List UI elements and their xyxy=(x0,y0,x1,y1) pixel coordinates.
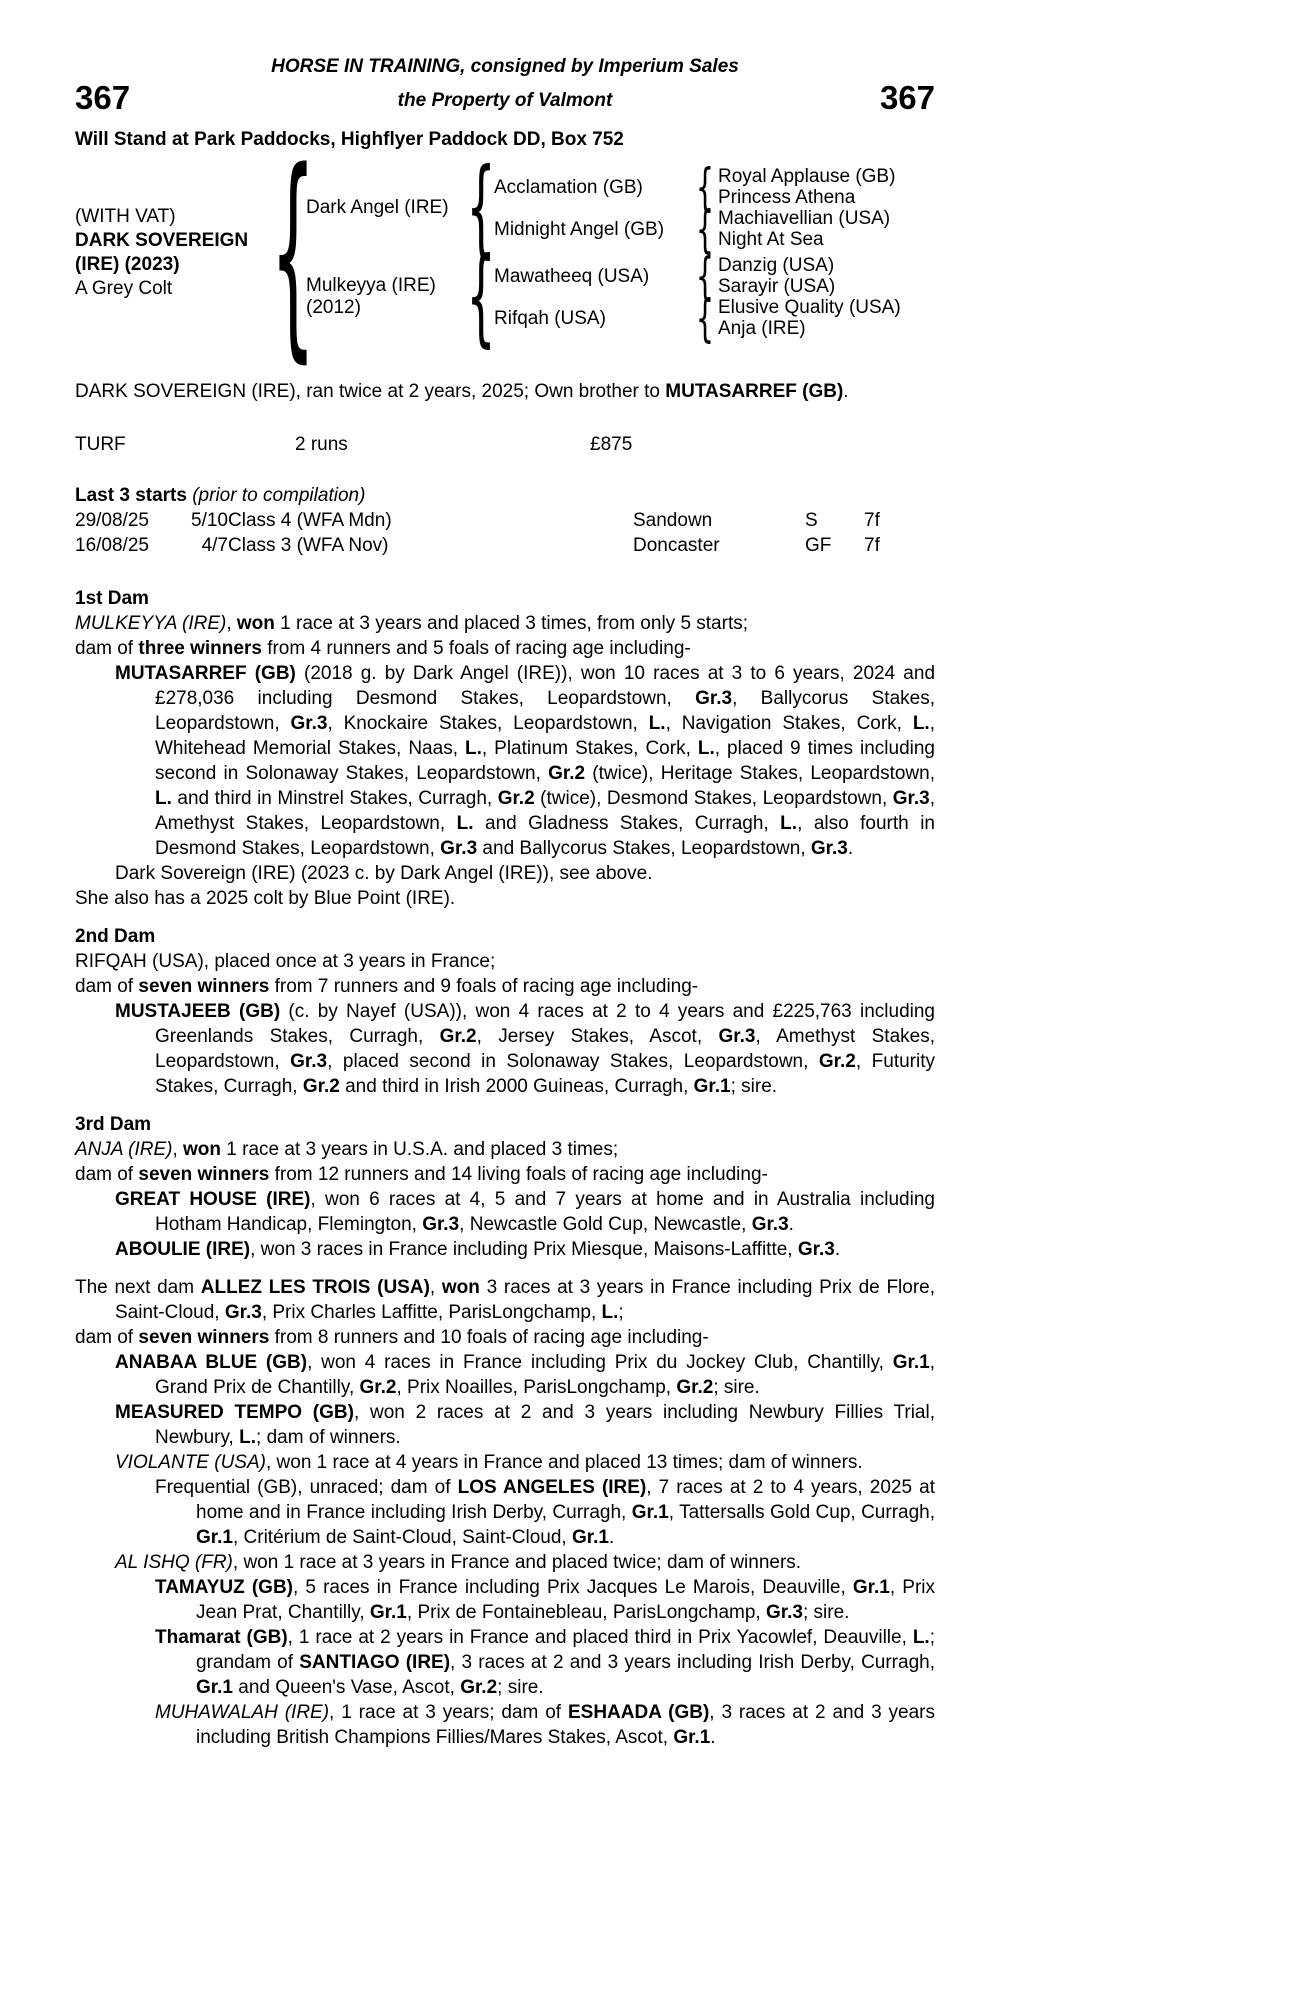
dam-section-heading: 3rd Dam xyxy=(75,1114,152,1135)
last-start-going: S xyxy=(805,510,818,531)
text-segment: three winners xyxy=(138,638,262,659)
text-segment: , won 1 race at 4 years in France and placed 13 times; dam of winners. xyxy=(265,1452,863,1473)
pedigree-paragraph xyxy=(75,611,935,636)
text-segment: ABOULIE (IRE) xyxy=(115,1239,251,1260)
text-segment: from 4 runners and 5 foals of racing age including- xyxy=(261,638,691,659)
pedigree-brace-sire-dam: { xyxy=(695,199,715,259)
pedigree-paragraph xyxy=(75,1350,935,1400)
text-segment: L. xyxy=(155,788,172,809)
text-segment: from 7 runners and 9 foals of racing age including- xyxy=(269,976,699,997)
lot-row xyxy=(75,81,935,115)
text-segment: and Queen's Vase, Ascot, xyxy=(232,1677,461,1698)
text-segment: ; sire. xyxy=(730,1076,778,1097)
text-segment: , Prix Jean Prat, Chantilly, xyxy=(196,1577,935,1623)
last-start-pos: 5/10 xyxy=(191,510,228,531)
text-segment: L. xyxy=(697,738,715,759)
text-segment: won xyxy=(183,1139,222,1160)
last-start-dist: 7f xyxy=(864,510,880,531)
text-segment: MEASURED TEMPO (GB) xyxy=(115,1402,354,1423)
pedigree-paragraph xyxy=(75,949,935,974)
text-segment: LOS ANGELES (IRE) xyxy=(457,1477,647,1498)
text-segment: , 3 races at 2 and 3 years including Irish Derby, Curragh, xyxy=(450,1652,935,1673)
text-segment: , xyxy=(172,1139,184,1160)
text-segment: , 5 races in France including Prix Jacques Le Marois, Deauville, xyxy=(293,1577,853,1598)
sire-name: Dark Angel (IRE) xyxy=(306,197,449,218)
text-segment: Gr.1 xyxy=(892,1352,930,1373)
text-segment: dam of xyxy=(75,976,139,997)
text-segment: ; dam of winners. xyxy=(256,1427,401,1448)
text-segment: , Whitehead Memorial Stakes, Naas, xyxy=(155,713,935,759)
pedigree-paragraph xyxy=(75,636,935,661)
last-start-cls: Class 3 (WFA Nov) xyxy=(228,535,389,556)
pedigree-paragraph xyxy=(75,1450,935,1475)
text-segment: (twice), Heritage Stakes, Leopardstown, xyxy=(585,763,935,784)
text-segment: , won 4 races in France including Prix du Jockey Club, Chantilly, xyxy=(307,1352,893,1373)
race-summary xyxy=(75,379,935,404)
text-segment: Gr.1 xyxy=(673,1727,711,1748)
text-segment: She also has a 2025 colt by Blue Point (IRE). xyxy=(75,888,456,909)
text-segment: , Tattersalls Gold Cup, Curragh, xyxy=(668,1502,935,1523)
text-segment: . xyxy=(608,1527,615,1548)
text-segment: ; grandam of xyxy=(196,1627,935,1673)
sire-dam-sire-name: Machiavellian (USA) xyxy=(718,208,891,229)
text-segment: . xyxy=(843,381,849,402)
text-segment: Gr.3 xyxy=(766,1602,803,1623)
text-segment: SANTIAGO (IRE) xyxy=(299,1652,451,1673)
text-segment: , Knockaire Stakes, Leopardstown, xyxy=(327,713,649,734)
text-segment: Gr.3 xyxy=(797,1239,835,1260)
pedigree-brace-dam: { xyxy=(466,234,496,358)
stand-note: Will Stand at Park Paddocks, Highflyer Paddock DD, Box 752 xyxy=(75,129,624,150)
pedigree-paragraph xyxy=(75,1550,935,1575)
text-segment: , Ballycorus Stakes, Leopardstown, xyxy=(155,688,935,734)
text-segment: Gr.2 xyxy=(497,788,535,809)
sire-sire-parents xyxy=(718,166,895,208)
text-segment: seven winners xyxy=(138,1327,270,1348)
last-start-row xyxy=(75,508,935,533)
text-segment: 1 race at 3 years in U.S.A. and placed 3 times; xyxy=(221,1139,619,1160)
text-segment: Gr.2 xyxy=(818,1051,856,1072)
race-record xyxy=(75,432,935,457)
text-segment: DARK SOVEREIGN (IRE), ran twice at 2 years, 2025; Own brother to xyxy=(75,381,666,402)
section-spacer xyxy=(75,1099,935,1112)
last-starts-title-text: Last 3 starts xyxy=(75,485,187,506)
text-segment: MUTASARREF (GB) xyxy=(665,381,844,402)
text-segment: , Amethyst Stakes, Leopardstown, xyxy=(155,788,936,834)
text-segment: Gr.2 xyxy=(302,1076,340,1097)
text-segment: . xyxy=(710,1727,716,1748)
sire-sire-dam-name: Princess Athena xyxy=(718,187,856,208)
dam-name: Mulkeyya (IRE) xyxy=(306,275,436,296)
pedigree-paragraph xyxy=(75,886,935,911)
text-segment: Gr.3 xyxy=(290,1051,328,1072)
pedigree-paragraph xyxy=(75,1275,935,1325)
text-segment: Gr.3 xyxy=(290,713,328,734)
pedigree-paragraph xyxy=(75,1575,935,1625)
horse-name: DARK SOVEREIGN xyxy=(75,229,249,251)
text-segment: 3 races at 3 years in France including Prix de Flore, Saint-Cloud, xyxy=(115,1277,936,1323)
sire-sire-sire-name: Royal Applause (GB) xyxy=(718,166,896,187)
race-earnings: £875 xyxy=(590,434,633,455)
text-segment: Gr.3 xyxy=(440,838,478,859)
text-segment: won xyxy=(236,613,275,634)
text-segment: , Critérium de Saint-Cloud, Saint-Cloud, xyxy=(232,1527,572,1548)
text-segment: (c. by Nayef (USA)), won 4 races at 2 to 4 years and £225,763 including Greenlands Stakes, Curragh, xyxy=(155,1001,935,1047)
text-segment: ANJA (IRE) xyxy=(75,1139,173,1160)
text-segment: and third in Irish 2000 Guineas, Curragh, xyxy=(339,1076,694,1097)
text-segment: dam of xyxy=(75,638,139,659)
dam-year: (2012) xyxy=(306,297,361,318)
text-segment: MUSTAJEEB (GB) xyxy=(115,1001,281,1022)
text-segment: , Futurity Stakes, Curragh, xyxy=(155,1051,935,1097)
text-segment: MUHAWALAH (IRE) xyxy=(155,1702,330,1723)
text-segment: L. xyxy=(456,813,474,834)
text-segment: Gr.1 xyxy=(631,1502,669,1523)
dam-dam-dam-name: Anja (IRE) xyxy=(718,318,806,339)
text-segment: , 7 races at 2 to 4 years, 2025 at home and in France including Irish Derby, Curragh, xyxy=(196,1477,935,1523)
text-segment: and third in Minstrel Stakes, Curragh, xyxy=(171,788,498,809)
pedigree-paragraph xyxy=(75,1625,935,1700)
text-segment: L. xyxy=(912,713,930,734)
text-segment: , 1 race at 3 years; dam of xyxy=(329,1702,568,1723)
pedigree-paragraph xyxy=(75,1162,935,1187)
text-segment: L. xyxy=(464,738,482,759)
text-segment: ; sire. xyxy=(713,1377,760,1398)
text-segment: Thamarat (GB) xyxy=(155,1627,288,1648)
last-starts xyxy=(75,483,935,558)
text-segment: Gr.1 xyxy=(571,1527,609,1548)
text-segment: L. xyxy=(239,1427,257,1448)
last-start-row xyxy=(75,533,935,558)
text-segment: and Gladness Stakes, Curragh, xyxy=(473,813,781,834)
text-segment: , won 1 race at 3 years in France and placed twice; dam of winners. xyxy=(232,1552,802,1573)
dam-dam-name: Rifqah (USA) xyxy=(494,307,606,329)
text-segment: Gr.1 xyxy=(196,1677,233,1698)
text-segment: Gr.2 xyxy=(460,1677,498,1698)
text-segment: , Jersey Stakes, Ascot, xyxy=(476,1026,719,1047)
text-segment: , 3 races at 2 and 3 years including British Champions Fillies/Mares Stakes, Ascot, xyxy=(196,1702,935,1748)
section-spacer xyxy=(75,911,935,924)
pedigree-body xyxy=(75,586,935,1750)
pedigree-paragraph xyxy=(75,1325,935,1350)
dam-dam-parents xyxy=(718,297,901,339)
last-starts-rows xyxy=(75,508,935,558)
text-segment: MULKEYYA (IRE) xyxy=(75,613,227,634)
lot-number-right: 367 xyxy=(879,79,935,116)
text-segment: Gr.1 xyxy=(693,1076,731,1097)
text-segment: Gr.2 xyxy=(676,1377,714,1398)
sire-dam-parents xyxy=(718,208,890,250)
sire-parents-column xyxy=(494,157,896,259)
text-segment: and Ballycorus Stakes, Leopardstown, xyxy=(477,838,811,859)
text-segment: , xyxy=(226,613,237,634)
text-segment: . xyxy=(834,1239,841,1260)
text-segment: L. xyxy=(648,713,666,734)
text-segment: Gr.3 xyxy=(892,788,930,809)
text-segment: , 1 race at 2 years in France and placed third in Prix Yacowlef, Deauville, xyxy=(287,1627,913,1648)
text-segment: , placed second in Solonaway Stakes, Leopardstown, xyxy=(327,1051,819,1072)
sire-dam-name: Midnight Angel (GB) xyxy=(494,218,665,240)
consignment-line: HORSE IN TRAINING, consigned by Imperium Sales xyxy=(271,56,739,77)
text-segment: (twice), Desmond Stakes, Leopardstown, xyxy=(534,788,893,809)
pedigree-paragraph xyxy=(75,999,935,1099)
dam-name-block xyxy=(306,275,468,319)
text-segment: , Grand Prix de Chantilly, xyxy=(155,1352,935,1398)
text-segment: VIOLANTE (USA) xyxy=(115,1452,266,1473)
text-segment: Gr.3 xyxy=(718,1026,756,1047)
text-segment: , placed 9 times including second in Solonaway Stakes, Leopardstown, xyxy=(155,738,935,784)
last-start-date: 16/08/25 xyxy=(75,535,149,556)
text-segment: won xyxy=(441,1277,480,1298)
text-segment: , xyxy=(429,1277,442,1298)
text-segment: L. xyxy=(601,1302,619,1323)
text-segment: L. xyxy=(912,1627,930,1648)
text-segment: (2018 g. by Dark Angel (IRE)), won 10 races at 3 to 6 years, 2024 and £278,036 including Desmond Stakes, Leopardstown, xyxy=(155,663,936,709)
pedigree-brace-dam-dam: { xyxy=(695,288,715,348)
text-segment: ALLEZ LES TROIS (USA) xyxy=(200,1277,430,1298)
text-segment: , Prix de Fontainebleau, ParisLongchamp, xyxy=(406,1602,766,1623)
text-segment: dam of xyxy=(75,1327,139,1348)
last-start-going: GF xyxy=(805,535,832,556)
text-segment: seven winners xyxy=(138,976,270,997)
pedigree-brace-sire: { xyxy=(466,145,496,269)
pedigree-paragraph xyxy=(75,661,935,861)
text-segment: The next dam xyxy=(75,1277,201,1298)
text-segment: L. xyxy=(780,813,798,834)
text-segment: 1 race at 3 years and placed 3 times, from only 5 starts; xyxy=(274,613,749,634)
last-start-date: 29/08/25 xyxy=(75,510,149,531)
gen1-column xyxy=(306,145,901,358)
text-segment: AL ISHQ (FR) xyxy=(115,1552,233,1573)
dam-sire-parents xyxy=(718,255,835,297)
text-segment: , won 2 races at 2 and 3 years including Newbury Fillies Trial, Newbury, xyxy=(155,1402,935,1448)
dam-dam-sire-name: Elusive Quality (USA) xyxy=(718,297,901,318)
last-start-course: Sandown xyxy=(633,510,713,531)
sire-dam-dam-name: Night At Sea xyxy=(718,229,824,250)
pedigree-paragraph xyxy=(75,1400,935,1450)
text-segment: Gr.3 xyxy=(695,688,733,709)
text-segment: Gr.2 xyxy=(548,763,586,784)
text-segment: Gr.1 xyxy=(369,1602,407,1623)
text-segment: Gr.2 xyxy=(359,1377,397,1398)
pedigree-brace-gen1: { xyxy=(270,122,316,382)
text-segment: ; sire. xyxy=(802,1602,850,1623)
catalogue-page xyxy=(75,0,935,1750)
text-segment: Frequential (GB), unraced; dam of xyxy=(155,1477,458,1498)
last-start-course: Doncaster xyxy=(633,535,720,556)
text-segment: Gr.3 xyxy=(422,1214,460,1235)
text-segment: , Amethyst Stakes, Leopardstown, xyxy=(155,1026,936,1072)
text-segment: Gr.3 xyxy=(810,838,848,859)
dam-dam-branch xyxy=(494,288,901,348)
pedigree-paragraph xyxy=(75,1700,935,1750)
last-starts-title xyxy=(75,483,935,508)
vat-note: (WITH VAT) xyxy=(75,205,176,227)
dam-parents-column xyxy=(494,246,901,348)
text-segment: ANABAA BLUE (GB) xyxy=(115,1352,308,1373)
text-segment: dam of xyxy=(75,1164,139,1185)
last-starts-title-note: (prior to compilation) xyxy=(186,485,366,506)
dam-section-heading: 1st Dam xyxy=(75,588,149,609)
dam-section-heading: 2nd Dam xyxy=(75,926,156,947)
text-segment: , Newcastle Gold Cup, Newcastle, xyxy=(459,1214,752,1235)
pedigree-paragraph xyxy=(75,861,935,886)
pedigree-paragraph xyxy=(75,1237,935,1262)
text-segment: Gr.1 xyxy=(852,1577,890,1598)
dam-sire-name: Mawatheeq (USA) xyxy=(494,265,650,287)
property-line: the Property of Valmont xyxy=(397,90,613,111)
text-segment: Gr.1 xyxy=(196,1527,233,1548)
sire-sire-branch xyxy=(494,157,896,217)
pedigree-brace-dam-sire: { xyxy=(695,246,715,306)
last-start-cls: Class 4 (WFA Mdn) xyxy=(228,510,392,531)
text-segment: GREAT HOUSE (IRE) xyxy=(115,1189,311,1210)
text-segment: Gr.3 xyxy=(751,1214,789,1235)
race-surface: TURF xyxy=(75,434,126,455)
text-segment: Gr.3 xyxy=(224,1302,262,1323)
text-segment: RIFQAH (USA), placed once at 3 years in France; xyxy=(75,951,496,972)
horse-details xyxy=(75,205,280,301)
race-runs: 2 runs xyxy=(295,434,348,455)
text-segment: MUTASARREF (GB) xyxy=(115,663,296,684)
text-segment: seven winners xyxy=(138,1164,270,1185)
text-segment: . xyxy=(788,1214,794,1235)
pedigree-paragraph xyxy=(75,1137,935,1162)
text-segment: , won 3 races in France including Prix Miesque, Maisons-Laffitte, xyxy=(250,1239,798,1260)
horse-description: A Grey Colt xyxy=(75,277,173,299)
text-segment: Gr.2 xyxy=(439,1026,477,1047)
sire-sire-name: Acclamation (GB) xyxy=(494,176,643,198)
pedigree-paragraph xyxy=(75,1475,935,1550)
text-segment: from 12 runners and 14 living foals of racing age including- xyxy=(269,1164,768,1185)
dam-sire-dam-name: Sarayir (USA) xyxy=(718,276,836,297)
dam-sire-sire-name: Danzig (USA) xyxy=(718,255,835,276)
text-segment: , Prix Noailles, ParisLongchamp, xyxy=(396,1377,677,1398)
pedigree-paragraph xyxy=(75,1187,935,1237)
text-segment: ; sire. xyxy=(497,1677,544,1698)
text-segment: , won 6 races at 4, 5 and 7 years at home and in Australia including Hotham Handicap, Flemington, xyxy=(155,1189,935,1235)
sire-dam-branch xyxy=(494,199,895,259)
text-segment: TAMAYUZ (GB) xyxy=(155,1577,293,1598)
pedigree-brace-sire-sire: { xyxy=(695,157,715,217)
text-segment: , Navigation Stakes, Cork, xyxy=(665,713,913,734)
pedigree-paragraph xyxy=(75,974,935,999)
last-start-dist: 7f xyxy=(864,535,880,556)
lot-number-left: 367 xyxy=(75,79,131,116)
text-segment: , Prix Charles Laffitte, ParisLongchamp, xyxy=(261,1302,602,1323)
section-spacer xyxy=(75,1262,935,1275)
text-segment: Dark Sovereign (IRE) (2023 c. by Dark Angel (IRE)), see above. xyxy=(115,863,653,884)
horse-name-detail: (IRE) (2023) xyxy=(75,253,180,275)
text-segment: ; xyxy=(618,1302,624,1323)
text-segment: , also fourth in Desmond Stakes, Leopardstown, xyxy=(155,813,935,859)
text-segment: from 8 runners and 10 foals of racing age including- xyxy=(269,1327,709,1348)
text-segment: . xyxy=(847,838,854,859)
text-segment: ESHAADA (GB) xyxy=(567,1702,710,1723)
text-segment: , Platinum Stakes, Cork, xyxy=(481,738,698,759)
last-start-pos: 4/7 xyxy=(201,535,228,556)
